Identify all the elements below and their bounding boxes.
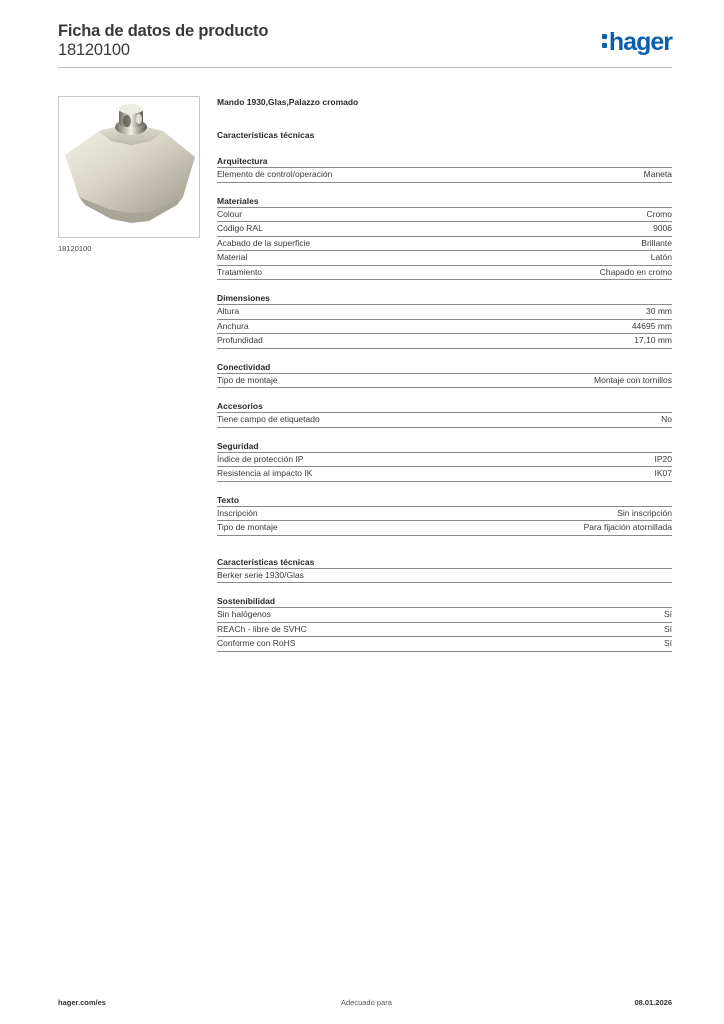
section-title: Dimensiones bbox=[217, 292, 672, 305]
spec-value: Cromo bbox=[646, 208, 672, 219]
spec-value: Sí bbox=[663, 638, 672, 648]
page-title: Ficha de datos de producto bbox=[58, 22, 269, 40]
spec-label: Berker serie 1930/Glas bbox=[217, 569, 304, 580]
image-caption: 18120100 bbox=[58, 244, 92, 253]
spec-section-seguridad bbox=[217, 440, 672, 482]
section-title: Sostenibilidad bbox=[217, 595, 672, 608]
spec-row bbox=[217, 266, 672, 281]
spec-row bbox=[217, 334, 672, 349]
spec-section-accesorios bbox=[217, 400, 672, 428]
spec-value: Montaje con tornillos bbox=[594, 374, 672, 385]
spec-label: Colour bbox=[217, 208, 243, 219]
spec-label: Tipo de montaje bbox=[217, 374, 278, 385]
spec-value: IK07 bbox=[654, 468, 672, 478]
footer-date: 08.01.2026 bbox=[634, 998, 672, 1007]
spec-row bbox=[217, 467, 672, 482]
spec-section-materiales bbox=[217, 195, 672, 281]
spec-row bbox=[217, 305, 672, 320]
spec-content bbox=[217, 96, 672, 664]
spec-row bbox=[217, 569, 672, 584]
tech-heading: Características técnicas bbox=[217, 130, 315, 140]
spec-label: Tratamiento bbox=[217, 266, 263, 277]
spec-section-conectividad bbox=[217, 361, 672, 389]
spec-label: Inscripción bbox=[217, 507, 258, 518]
spec-value: 30 mm bbox=[646, 306, 672, 316]
tech-characteristics-block bbox=[217, 556, 672, 584]
spec-section-dimensiones bbox=[217, 292, 672, 349]
logo-dots-icon bbox=[602, 31, 608, 51]
section-title: Seguridad bbox=[217, 440, 672, 453]
spec-value: No bbox=[661, 414, 672, 424]
spec-section-sostenibilidad bbox=[217, 595, 672, 652]
spec-row bbox=[217, 623, 672, 638]
spec-label: Índice de protección IP bbox=[217, 453, 304, 464]
spec-value: Sin inscripción bbox=[617, 507, 672, 518]
footer-center-text: Adecuado para bbox=[341, 998, 392, 1007]
spec-label: Tiene campo de etiquetado bbox=[217, 414, 320, 424]
spec-row bbox=[217, 637, 672, 652]
spec-row bbox=[217, 251, 672, 266]
section-title: Materiales bbox=[217, 195, 672, 208]
spec-label: Código RAL bbox=[217, 223, 263, 233]
spec-label: Anchura bbox=[217, 320, 249, 331]
spec-value: Brillante bbox=[641, 237, 672, 248]
spec-row bbox=[217, 453, 672, 468]
spec-row bbox=[217, 222, 672, 237]
section-title: Conectividad bbox=[217, 361, 672, 374]
spec-label: Tipo de montaje bbox=[217, 522, 278, 532]
spec-row bbox=[217, 208, 672, 223]
spec-value: 9006 bbox=[653, 223, 672, 233]
spec-row bbox=[217, 413, 672, 428]
page-header bbox=[58, 22, 672, 68]
footer-website-link[interactable]: hager.com/es bbox=[58, 998, 106, 1007]
spec-value: 44695 mm bbox=[631, 320, 672, 331]
spec-label: Elemento de control/operación bbox=[217, 169, 333, 179]
product-number: 18120100 bbox=[58, 41, 130, 59]
spec-label: Altura bbox=[217, 306, 240, 316]
spec-label: Acabado de la superficie bbox=[217, 237, 311, 248]
chrome-knob-icon bbox=[59, 97, 200, 238]
spec-label: Material bbox=[217, 252, 248, 262]
spec-row bbox=[217, 374, 672, 389]
spec-section-texto bbox=[217, 494, 672, 536]
section-title: Arquitectura bbox=[217, 155, 672, 168]
spec-label: Profundidad bbox=[217, 335, 263, 345]
section-title: Texto bbox=[217, 494, 672, 507]
hager-logo bbox=[602, 28, 672, 57]
spec-value: Latón bbox=[650, 252, 672, 262]
page-footer bbox=[58, 998, 672, 1010]
spec-row bbox=[217, 521, 672, 536]
product-name: Mando 1930,Glas,Palazzo cromado bbox=[217, 97, 359, 107]
logo-text: hager bbox=[608, 28, 672, 56]
spec-section-arquitectura bbox=[217, 155, 672, 183]
section-title: Características técnicas bbox=[217, 556, 672, 569]
spec-label: Resistencia al impacto IK bbox=[217, 468, 313, 478]
section-title: Accesorios bbox=[217, 400, 672, 413]
spec-value: 17,10 mm bbox=[634, 335, 672, 345]
spec-value: Maneta bbox=[643, 169, 672, 179]
spec-label: Conforme con RoHS bbox=[217, 638, 296, 648]
spec-value: Chapado en cromo bbox=[599, 266, 672, 277]
spec-label: REACh - libre de SVHC bbox=[217, 623, 307, 634]
product-image bbox=[58, 96, 200, 238]
spec-row bbox=[217, 608, 672, 623]
spec-value: Sí bbox=[663, 623, 672, 634]
spec-row bbox=[217, 320, 672, 335]
spec-row bbox=[217, 507, 672, 522]
header-divider bbox=[58, 67, 672, 68]
spec-row bbox=[217, 168, 672, 183]
spec-row bbox=[217, 237, 672, 252]
spec-label: Sin halógenos bbox=[217, 609, 271, 619]
spec-value: Sí bbox=[663, 609, 672, 619]
spec-value: IP20 bbox=[654, 453, 672, 464]
spec-value: Para fijación atornillada bbox=[583, 522, 672, 532]
